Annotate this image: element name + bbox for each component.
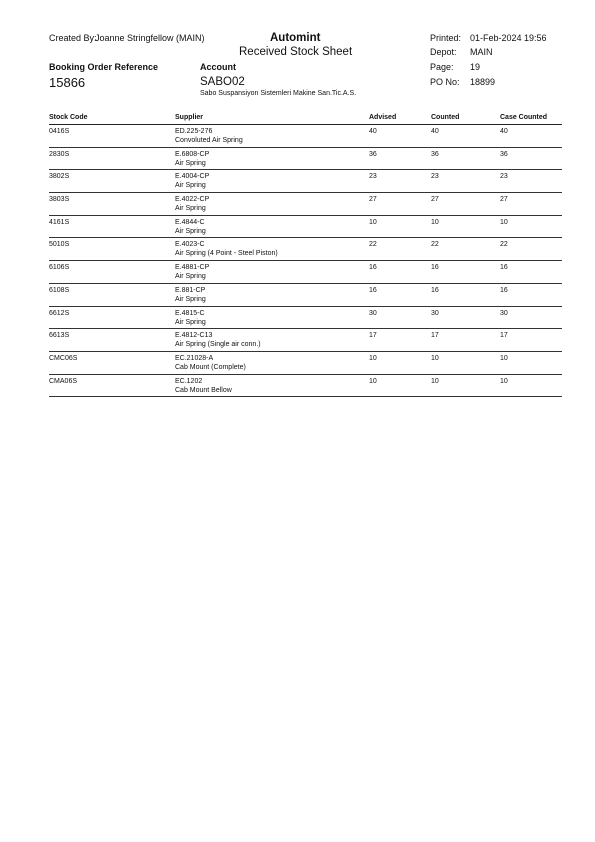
account-name: Sabo Suspansiyon Sistemleri Makine San.Tic.A.S. (200, 90, 357, 97)
advised-qty: 10 (369, 218, 377, 226)
supplier-code: ED.225-276 (175, 128, 213, 135)
stock-code: 3802S (49, 173, 70, 181)
case-counted-qty: 27 (500, 196, 508, 204)
table-row (49, 284, 562, 307)
supplier-code: E.6808-CP (175, 150, 210, 158)
sheet-title: Received Stock Sheet (239, 46, 353, 58)
stock-code: 3803S (49, 196, 70, 204)
case-counted-qty: 16 (500, 286, 508, 294)
case-counted-qty: 17 (500, 332, 508, 340)
item-description: Cab Mount Bellow (175, 386, 232, 394)
counted-qty: 30 (431, 309, 439, 317)
table-row (49, 125, 562, 148)
created-by-label: Created By: (49, 33, 97, 43)
advised-qty: 16 (369, 264, 377, 272)
supplier-code: E.4815-C (175, 309, 205, 317)
case-counted-qty: 10 (500, 218, 508, 226)
item-description: Air Spring (175, 227, 206, 235)
counted-qty: 27 (431, 196, 439, 204)
supplier-code: E.881-CP (175, 286, 206, 294)
table-row (49, 148, 562, 171)
advised-qty: 23 (369, 173, 377, 181)
printed-value: 01-Feb-2024 19:56 (470, 33, 547, 43)
table-row (49, 193, 562, 216)
po-label: PO No: (430, 77, 460, 87)
item-description: Air Spring (175, 159, 206, 167)
table-row (49, 170, 562, 193)
case-counted-qty: 23 (500, 173, 508, 181)
column-header-supplier: Supplier (175, 114, 204, 121)
supplier-code: E.4004-CP (175, 173, 210, 181)
advised-qty: 16 (369, 286, 377, 294)
po-value: 18899 (470, 77, 496, 87)
stock-code: 4161S (49, 218, 70, 226)
advised-qty: 10 (369, 377, 377, 385)
stock-code: 2830S (49, 150, 70, 158)
supplier-code: E.4022-CP (175, 196, 210, 204)
page-label: Page: (430, 62, 454, 72)
item-description: Air Spring (175, 273, 206, 281)
item-description: Air Spring (175, 205, 206, 213)
table-row (49, 238, 562, 261)
depot-value: MAIN (470, 47, 493, 57)
stock-code: 6612S (49, 309, 70, 317)
table-row (49, 375, 562, 398)
advised-qty: 27 (369, 196, 377, 204)
case-counted-qty: 36 (500, 150, 508, 158)
depot-label: Depot: (430, 47, 457, 57)
page-value: 19 (470, 62, 481, 72)
supplier-code: E.4844-C (175, 218, 205, 226)
case-counted-qty: 22 (500, 241, 508, 249)
counted-qty: 10 (431, 377, 439, 385)
item-description: Air Spring (175, 295, 206, 303)
item-description: Cab Mount (Complete) (175, 363, 246, 371)
column-header-case-counted: Case Counted (500, 114, 548, 121)
item-description: Air Spring (175, 318, 206, 326)
supplier-code: E.4812-C13 (175, 332, 213, 340)
created-by-value: Joanne Stringfellow (MAIN) (95, 33, 205, 43)
supplier-code: EC.21028-A (175, 354, 214, 362)
table-row (49, 307, 562, 330)
table-row (49, 352, 562, 375)
account-code: SABO02 (200, 76, 245, 88)
table-row (49, 216, 562, 239)
stock-table-body (49, 125, 562, 397)
table-row (49, 329, 562, 352)
stock-code: CMC06S (49, 354, 78, 362)
stock-code: 6108S (49, 286, 70, 294)
item-description: Air Spring (Single air conn.) (175, 341, 261, 349)
supplier-code: E.4881-CP (175, 264, 210, 272)
printed-label: Printed: (430, 33, 462, 43)
case-counted-qty: 40 (500, 128, 508, 135)
advised-qty: 36 (369, 150, 377, 158)
stock-code: CMA06S (49, 377, 78, 385)
account-label: Account (200, 62, 236, 72)
table-header (49, 114, 562, 125)
item-description: Convoluted Air Spring (175, 137, 243, 144)
item-description: Air Spring (175, 182, 206, 190)
case-counted-qty: 10 (500, 377, 508, 385)
advised-qty: 10 (369, 354, 377, 362)
supplier-code: EC.1202 (175, 377, 203, 385)
advised-qty: 40 (369, 128, 377, 135)
counted-qty: 16 (431, 286, 439, 294)
stock-code: 0416S (49, 128, 70, 135)
item-description: Air Spring (4 Point - Steel Piston) (175, 250, 278, 258)
advised-qty: 30 (369, 309, 377, 317)
case-counted-qty: 16 (500, 264, 508, 272)
stock-code: 5010S (49, 241, 70, 249)
company-name: Automint (270, 32, 321, 44)
case-counted-qty: 30 (500, 309, 508, 317)
column-header-stock-code: Stock Code (49, 114, 88, 121)
column-header-advised: Advised (369, 114, 397, 121)
counted-qty: 36 (431, 150, 439, 158)
counted-qty: 23 (431, 173, 439, 181)
booking-ref-value: 15866 (49, 75, 86, 90)
advised-qty: 17 (369, 332, 377, 340)
stock-code: 6106S (49, 264, 70, 272)
case-counted-qty: 10 (500, 354, 508, 362)
booking-ref-label: Booking Order Reference (49, 62, 159, 72)
counted-qty: 40 (431, 128, 439, 135)
counted-qty: 10 (431, 218, 439, 226)
supplier-code: E.4023-C (175, 241, 205, 249)
counted-qty: 16 (431, 264, 439, 272)
stock-code: 6613S (49, 332, 70, 340)
column-header-counted: Counted (431, 114, 460, 121)
advised-qty: 22 (369, 241, 377, 249)
counted-qty: 17 (431, 332, 439, 340)
counted-qty: 22 (431, 241, 439, 249)
counted-qty: 10 (431, 354, 439, 362)
table-row (49, 261, 562, 284)
